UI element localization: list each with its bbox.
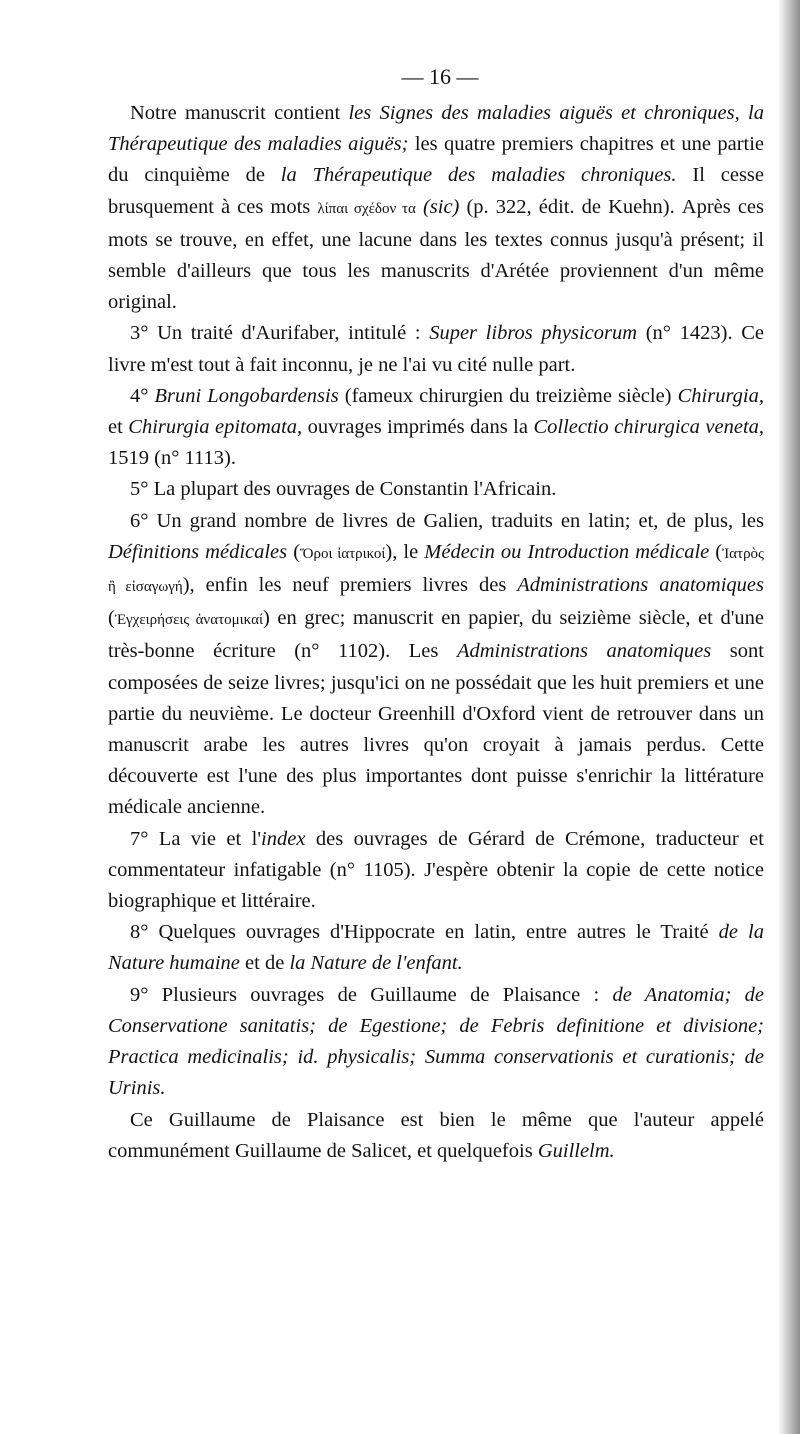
body-text [108, 98, 764, 1167]
text-segment: 7° La vie et l' [130, 827, 262, 850]
paragraph [108, 1105, 764, 1167]
italic-text: Guillelm. [537, 1139, 615, 1162]
italic-text: la Thérapeutique des maladies chroniques. [280, 164, 677, 187]
text-segment: les quatre premiers chapitres et une partie du cinquième de [108, 133, 765, 187]
text-segment: 5° La plupart des ouvrages de Constantin l'Africain. [130, 478, 557, 501]
paragraph [108, 917, 764, 979]
text-segment: 3° Un traité d'Aurifaber, intitulé : [130, 322, 430, 345]
text-segment: ( [287, 540, 301, 563]
text-segment: (n° 1423). Ce livre m'est tout à fait inconnu, je ne l'ai vu cité nulle part. [108, 322, 764, 376]
text-segment: sont composées de seize livres; jusqu'ici on ne possédait que les huit premiers et une partie du neuvième. Le docteur Greenhill d'Oxford vient de retrouver dans un manuscrit arabe les autres livres qu'on croyait à jamais perdus. Cette découverte est l'une des plus importantes dont puisse s'enrichir la littérature médicale ancienne. [108, 640, 764, 819]
text-segment: 6° Un grand nombre de livres de Galien, traduits en latin; et, de plus, les [130, 509, 764, 532]
paragraph [108, 980, 764, 1105]
greek-text: Ἰατρὸς ἢ εἰσαγωγή [108, 545, 764, 596]
italic-text: index [261, 827, 306, 850]
italic-text: les Signes des maladies aiguës et chroniques, la Thérapeutique des maladies aiguës; [108, 102, 764, 156]
italic-text: Collectio chirurgica veneta [533, 416, 759, 439]
text-segment: , 1519 (n° 1113). [108, 416, 765, 470]
italic-text: Médecin ou Introduction médicale [424, 540, 710, 563]
text-segment: ), le [385, 540, 425, 563]
text-segment: 9° Plusieurs ouvrages de Guillaume de Plaisance : [130, 983, 613, 1006]
text-segment [416, 196, 423, 218]
italic-text: (sic) [422, 195, 460, 218]
page-number: — 16 — [401, 64, 479, 89]
text-segment: des ouvrages de Gérard de Crémone, traducteur et commentateur infatigable (n° 1105). J'espère obtenir la copie de cette notice biographique et littéraire. [108, 827, 764, 913]
text-segment: ), enfin les neuf premiers livres des [182, 574, 518, 597]
italic-text: la Nature de l'enfant. [289, 952, 463, 975]
italic-text: Définitions médicales [108, 540, 288, 563]
paragraph [108, 318, 764, 380]
text-segment: et [108, 416, 129, 439]
italic-text: de la Nature humaine [108, 921, 764, 975]
text-segment: 4° [130, 384, 155, 407]
paragraph [108, 824, 764, 918]
italic-text: de Anatomia; de Conservatione sanitatis; de Egestione; de Febris definitione et divisione; Practica medicinalis; id. physicalis; Summa conservationis et curationis; de Urinis. [108, 983, 765, 1100]
text-segment: Il cesse brusquement à ces mots [108, 164, 765, 218]
paragraph [108, 381, 764, 475]
italic-text: Administrations anatomiques [517, 574, 764, 597]
greek-text: Ὅροι ἰατρικοί [300, 545, 386, 562]
paragraph [108, 474, 764, 505]
text-segment: ( [709, 540, 723, 563]
italic-text: Chirurgia, [677, 384, 764, 407]
page-edge-shadow [778, 0, 800, 1434]
greek-text: Ἐγχειρήσεις ἀνατομικαί [114, 612, 263, 629]
italic-text: Administrations anatomiques [456, 640, 712, 663]
text-segment: , ouvrages imprimés dans la [297, 416, 534, 439]
paragraph [108, 506, 764, 824]
text-segment: 8° Quelques ouvrages d'Hippocrate en latin, entre autres le Traité [130, 921, 719, 944]
italic-text: Chirurgia epitomata [128, 416, 298, 439]
text-segment: (p. 322, édit. de Kuehn). Après ces mots se trouve, en effet, une lacune dans les textes connus jusqu'à présent; il semble d'ailleurs que tous les manuscrits d'Arétée proviennent d'un même original. [108, 195, 765, 314]
italic-text: Bruni Longobardensis [154, 384, 339, 407]
text-segment: (fameux chirurgien du treizième siècle) [338, 384, 678, 407]
text-segment: Notre manuscrit contient [130, 102, 349, 124]
greek-text: λίπαι σχέδον τα [317, 200, 416, 217]
text-segment: ( [108, 607, 115, 630]
italic-text: Super libros physicorum [429, 322, 638, 345]
text-segment: Ce Guillaume de Plaisance est bien le même que l'auteur appelé communément Guillaume de Salicet, et quelquefois [108, 1108, 764, 1162]
text-segment: et de [239, 952, 290, 975]
paragraph [108, 98, 764, 318]
text-segment: ) en grec; manuscrit en papier, du seizième siècle, et d'une très-bonne écriture (n° 1102). Les [108, 607, 764, 663]
